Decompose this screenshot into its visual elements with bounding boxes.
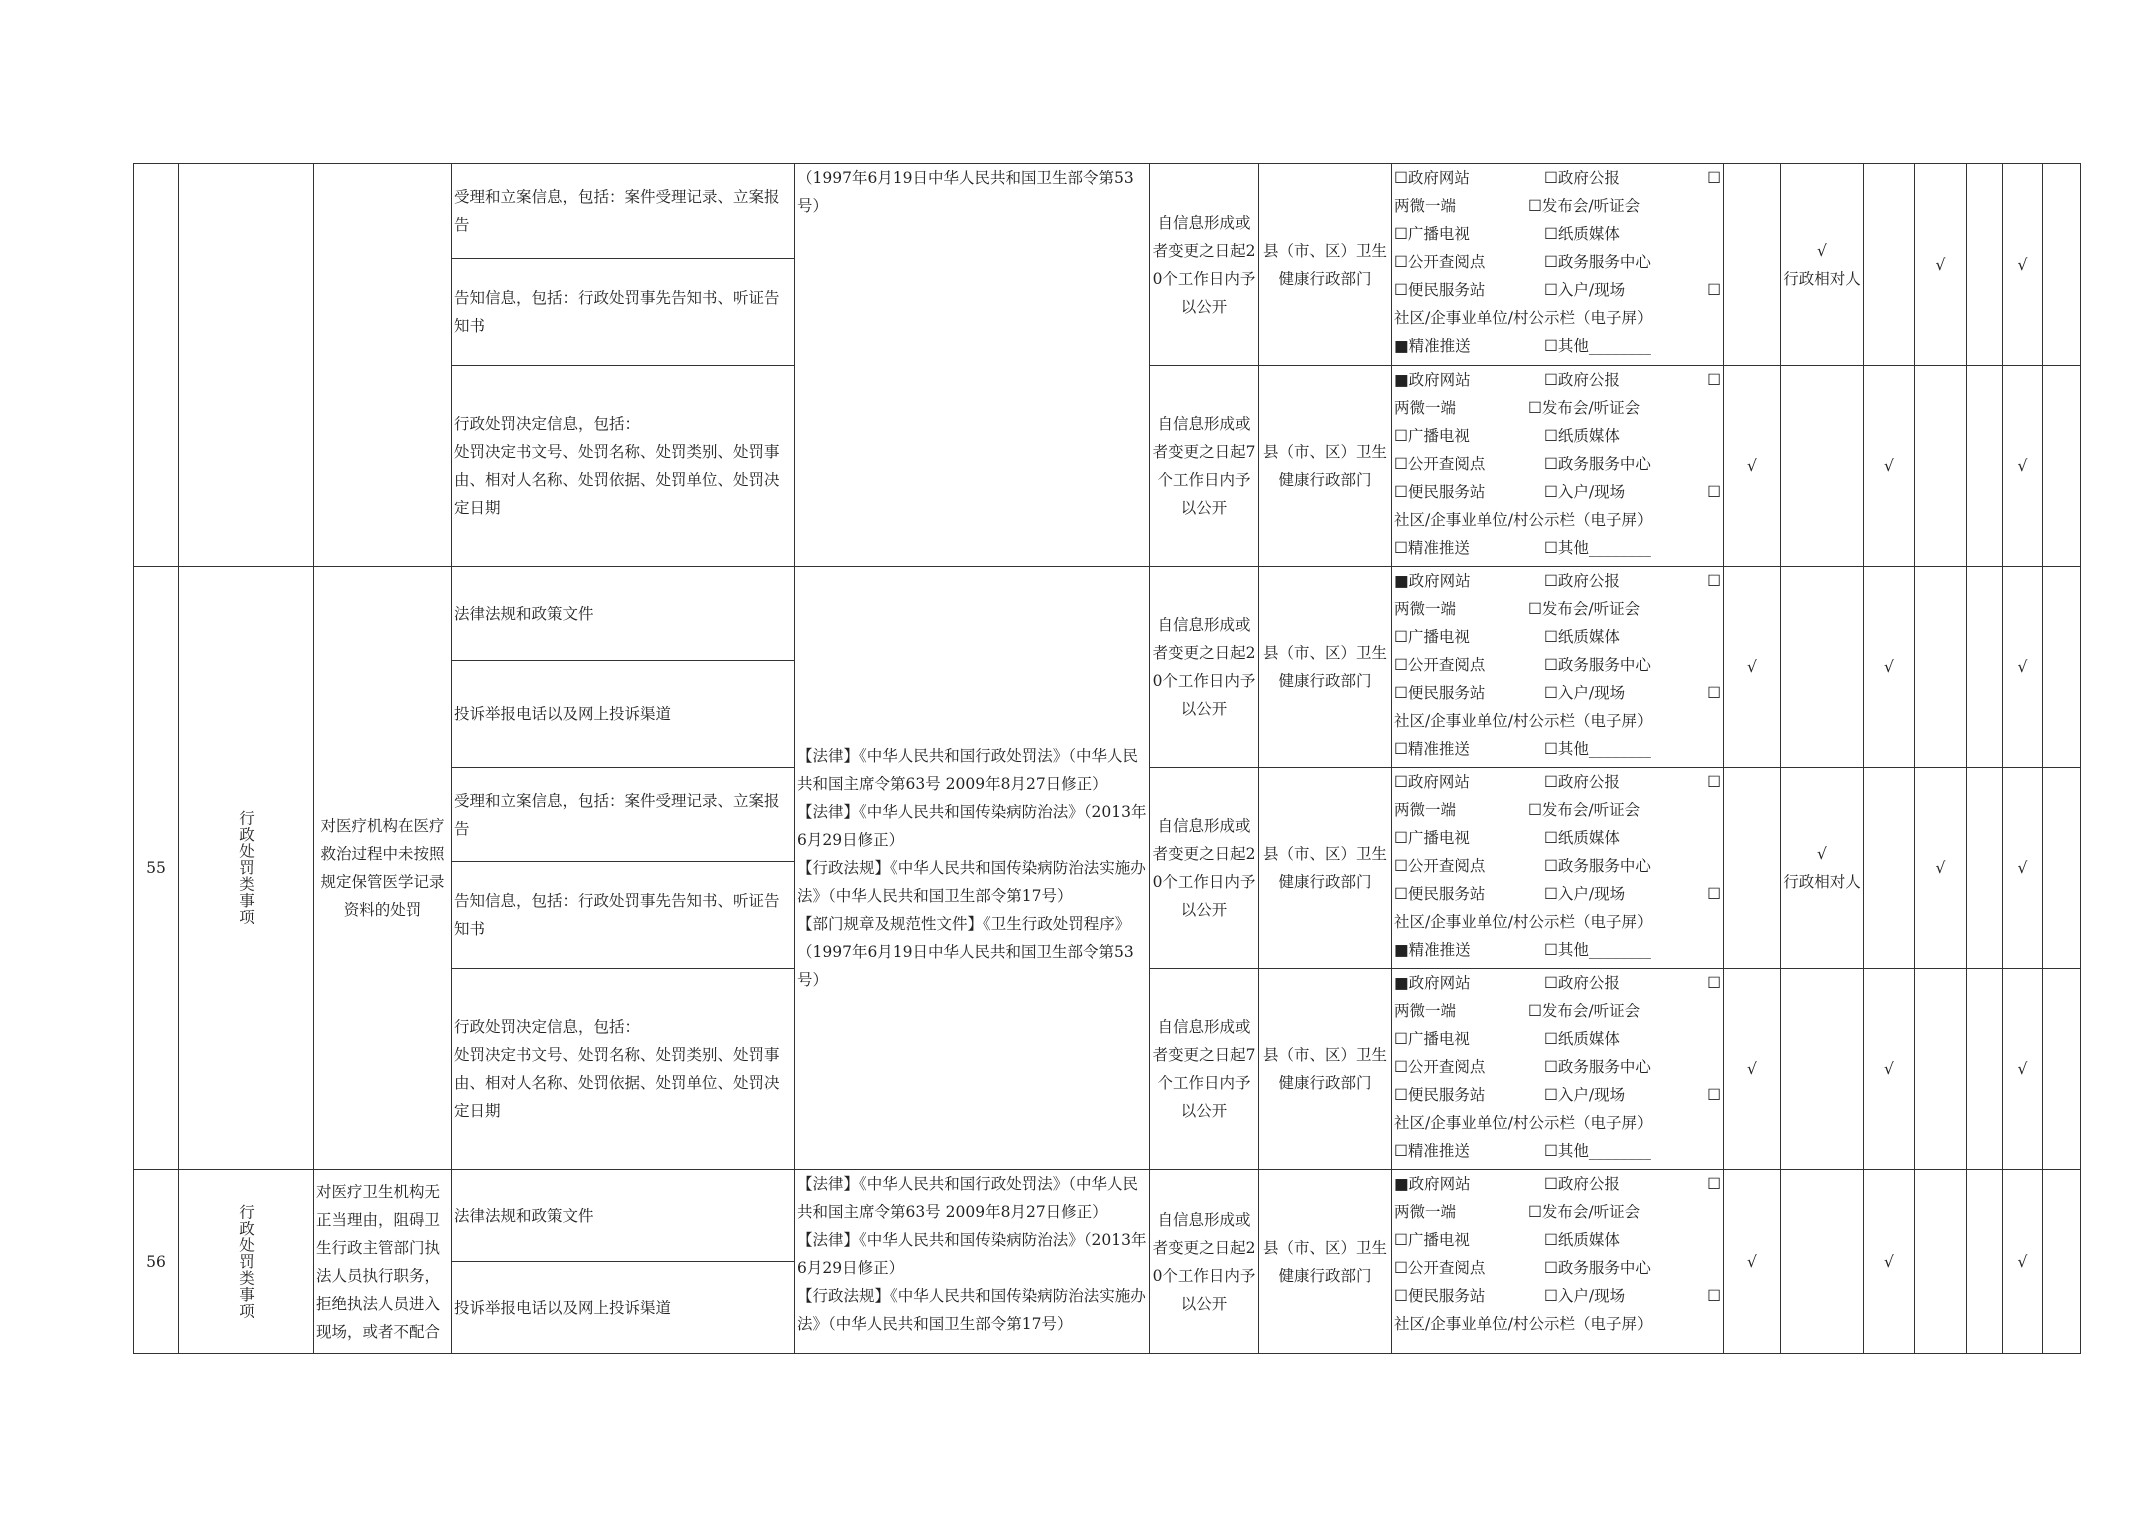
law-basis-cell: 【法律】《中华人民共和国行政处罚法》（中华人民共和国主席令第63号 2009年8月27日修正） 【法律】《中华人民共和国传染病防治法》（2013年6月29日修正） 【行政法规】《中华人民共和国传染病防治法实施办法》（中华人民共和国卫生部令第17号） 【部门规章及规范性文件】《卫生行政处罚程序》（1997年6月19日中华人民共和国卫生部令第53号） [795, 567, 1150, 1170]
check-proactive: √ [1864, 969, 1915, 1170]
disclosure-table [133, 163, 2081, 1354]
law-basis-cell: （1997年6月19日中华人民共和国卫生部令第53号） [795, 164, 1150, 567]
checkbox-icon: ■ [1394, 941, 1409, 959]
content-cell: 受理和立案信息，包括：案件受理记录、立案报告 [452, 164, 795, 259]
check-county [1967, 567, 2003, 768]
subject-cell: 县（市、区）卫生健康行政部门 [1259, 366, 1392, 567]
time-limit-cell: 自信息形成或者变更之日起20个工作日内予以公开 [1150, 164, 1259, 366]
check-town: √ [2003, 164, 2043, 366]
row-number-cell: 55 [134, 567, 179, 1170]
check-all-public: √ [1724, 969, 1781, 1170]
time-limit-cell: 自信息形成或者变更之日起7个工作日内予以公开 [1150, 366, 1259, 567]
subject-cell: 县（市、区）卫生健康行政部门 [1259, 768, 1392, 969]
subject-cell: 县（市、区）卫生健康行政部门 [1259, 969, 1392, 1170]
content-cell: 告知信息，包括：行政处罚事先告知书、听证告知书 [452, 862, 795, 969]
checkbox-icon: ☐ [1394, 740, 1408, 758]
check-town: √ [2003, 567, 2043, 768]
checkbox-icon: ■ [1394, 572, 1409, 590]
check-county [1967, 1170, 2003, 1354]
checkbox-icon: ■ [1394, 337, 1409, 355]
content-cell: 投诉举报电话以及网上投诉渠道 [452, 1262, 795, 1354]
row-number-cell [134, 164, 179, 567]
check-request: √ [1915, 768, 1967, 969]
check-request [1915, 969, 1967, 1170]
time-limit-cell: 自信息形成或者变更之日起20个工作日内予以公开 [1150, 768, 1259, 969]
subject-cell: 县（市、区）卫生健康行政部门 [1259, 1170, 1392, 1354]
check-specific: √ 行政相对人 [1781, 768, 1864, 969]
check-all-public: √ [1724, 366, 1781, 567]
content-cell: 受理和立案信息，包括：案件受理记录、立案报告 [452, 768, 795, 862]
content-cell: 法律法规和政策文件 [452, 567, 795, 661]
table-row [134, 164, 2081, 259]
check-extra [2043, 567, 2081, 768]
channels-cell: ■政府网站 ☐政府公报 ☐ 两微一端 ☐发布会/听证会 ☐广播电视 ☐纸质媒体 ☐公开查阅点 ☐政务服务中心 ☐便民服务站 ☐入户/现场 ☐ 社区/企事业单位/村公示栏（电子屏） ☐精准推送 ☐其他________ [1392, 567, 1724, 768]
content-cell: 告知信息，包括：行政处罚事先告知书、听证告知书 [452, 259, 795, 366]
category-cell: 行政处罚类事项 [179, 1170, 314, 1354]
content-cell: 行政处罚决定信息，包括： 处罚决定书文号、处罚名称、处罚类别、处罚事由、相对人名称、处罚依据、处罚单位、处罚决定日期 [452, 366, 795, 567]
check-request: √ [1915, 164, 1967, 366]
checkbox-icon: ☐ [1394, 169, 1408, 187]
check-county [1967, 768, 2003, 969]
subject-cell: 县（市、区）卫生健康行政部门 [1259, 164, 1392, 366]
check-proactive: √ [1864, 366, 1915, 567]
checkbox-icon: ■ [1394, 974, 1409, 992]
check-proactive [1864, 768, 1915, 969]
time-limit-cell: 自信息形成或者变更之日起7个工作日内予以公开 [1150, 969, 1259, 1170]
channels-cell: ☐政府网站 ☐政府公报 ☐ 两微一端 ☐发布会/听证会 ☐广播电视 ☐纸质媒体 ☐公开查阅点 ☐政务服务中心 ☐便民服务站 ☐入户/现场 ☐ 社区/企事业单位/村公示栏（电子屏） ■精准推送 ☐其他________ [1392, 164, 1724, 366]
content-cell: 行政处罚决定信息，包括： 处罚决定书文号、处罚名称、处罚类别、处罚事由、相对人名称、处罚依据、处罚单位、处罚决定日期 [452, 969, 795, 1170]
check-proactive: √ [1864, 1170, 1915, 1354]
check-request [1915, 366, 1967, 567]
row-number-cell: 56 [134, 1170, 179, 1354]
category-cell: 行政处罚类事项 [179, 567, 314, 1170]
check-request [1915, 567, 1967, 768]
check-request [1915, 1170, 1967, 1354]
subject-cell: 县（市、区）卫生健康行政部门 [1259, 567, 1392, 768]
check-specific [1781, 366, 1864, 567]
item-name-cell: 对医疗机构在医疗救治过程中未按照规定保管医学记录资料的处罚 [314, 567, 452, 1170]
item-name-cell: 对医疗卫生机构无正当理由，阻碍卫生行政主管部门执法人员执行职务，拒绝执法人员进入现场，或者不配合 [314, 1170, 452, 1354]
channels-cell: ■政府网站 ☐政府公报 ☐ 两微一端 ☐发布会/听证会 ☐广播电视 ☐纸质媒体 ☐公开查阅点 ☐政务服务中心 ☐便民服务站 ☐入户/现场 ☐ 社区/企事业单位/村公示栏（电子屏） ☐精准推送 ☐其他________ [1392, 366, 1724, 567]
check-county [1967, 366, 2003, 567]
time-limit-cell: 自信息形成或者变更之日起20个工作日内予以公开 [1150, 1170, 1259, 1354]
check-specific [1781, 1170, 1864, 1354]
check-town: √ [2003, 366, 2043, 567]
check-specific: √ 行政相对人 [1781, 164, 1864, 366]
time-limit-cell: 自信息形成或者变更之日起20个工作日内予以公开 [1150, 567, 1259, 768]
check-specific [1781, 969, 1864, 1170]
check-all-public: √ [1724, 1170, 1781, 1354]
check-town: √ [2003, 969, 2043, 1170]
check-extra [2043, 164, 2081, 366]
check-extra [2043, 366, 2081, 567]
check-extra [2043, 768, 2081, 969]
check-all-public [1724, 768, 1781, 969]
check-specific [1781, 567, 1864, 768]
content-cell: 投诉举报电话以及网上投诉渠道 [452, 661, 795, 768]
law-basis-cell: 【法律】《中华人民共和国行政处罚法》（中华人民共和国主席令第63号 2009年8月27日修正） 【法律】《中华人民共和国传染病防治法》（2013年6月29日修正） 【行政法规】《中华人民共和国传染病防治法实施办法》（中华人民共和国卫生部令第17号） [795, 1170, 1150, 1354]
check-extra [2043, 969, 2081, 1170]
checkbox-icon: ☐ [1394, 1142, 1408, 1160]
item-name-cell [314, 164, 452, 567]
check-town: √ [2003, 1170, 2043, 1354]
table-row [134, 1170, 2081, 1262]
channels-cell: ■政府网站 ☐政府公报 ☐ 两微一端 ☐发布会/听证会 ☐广播电视 ☐纸质媒体 ☐公开查阅点 ☐政务服务中心 ☐便民服务站 ☐入户/现场 ☐ 社区/企事业单位/村公示栏（电子屏） ☐精准推送 ☐其他________ [1392, 969, 1724, 1170]
check-all-public: √ [1724, 567, 1781, 768]
category-cell [179, 164, 314, 567]
channels-cell: ■政府网站 ☐政府公报 ☐ 两微一端 ☐发布会/听证会 ☐广播电视 ☐纸质媒体 ☐公开查阅点 ☐政务服务中心 ☐便民服务站 ☐入户/现场 ☐ 社区/企事业单位/村公示栏（电子屏） [1392, 1170, 1724, 1354]
check-all-public [1724, 164, 1781, 366]
content-cell: 法律法规和政策文件 [452, 1170, 795, 1262]
check-county [1967, 969, 2003, 1170]
check-town: √ [2003, 768, 2043, 969]
channels-cell: ☐政府网站 ☐政府公报 ☐ 两微一端 ☐发布会/听证会 ☐广播电视 ☐纸质媒体 ☐公开查阅点 ☐政务服务中心 ☐便民服务站 ☐入户/现场 ☐ 社区/企事业单位/村公示栏（电子屏） ■精准推送 ☐其他________ [1392, 768, 1724, 969]
checkbox-icon: ■ [1394, 1175, 1409, 1193]
checkbox-icon: ☐ [1394, 539, 1408, 557]
table-row [134, 567, 2081, 661]
checkbox-icon: ■ [1394, 371, 1409, 389]
check-county [1967, 164, 2003, 366]
checkbox-icon: ☐ [1394, 773, 1408, 791]
check-proactive: √ [1864, 567, 1915, 768]
check-extra [2043, 1170, 2081, 1354]
check-proactive [1864, 164, 1915, 366]
